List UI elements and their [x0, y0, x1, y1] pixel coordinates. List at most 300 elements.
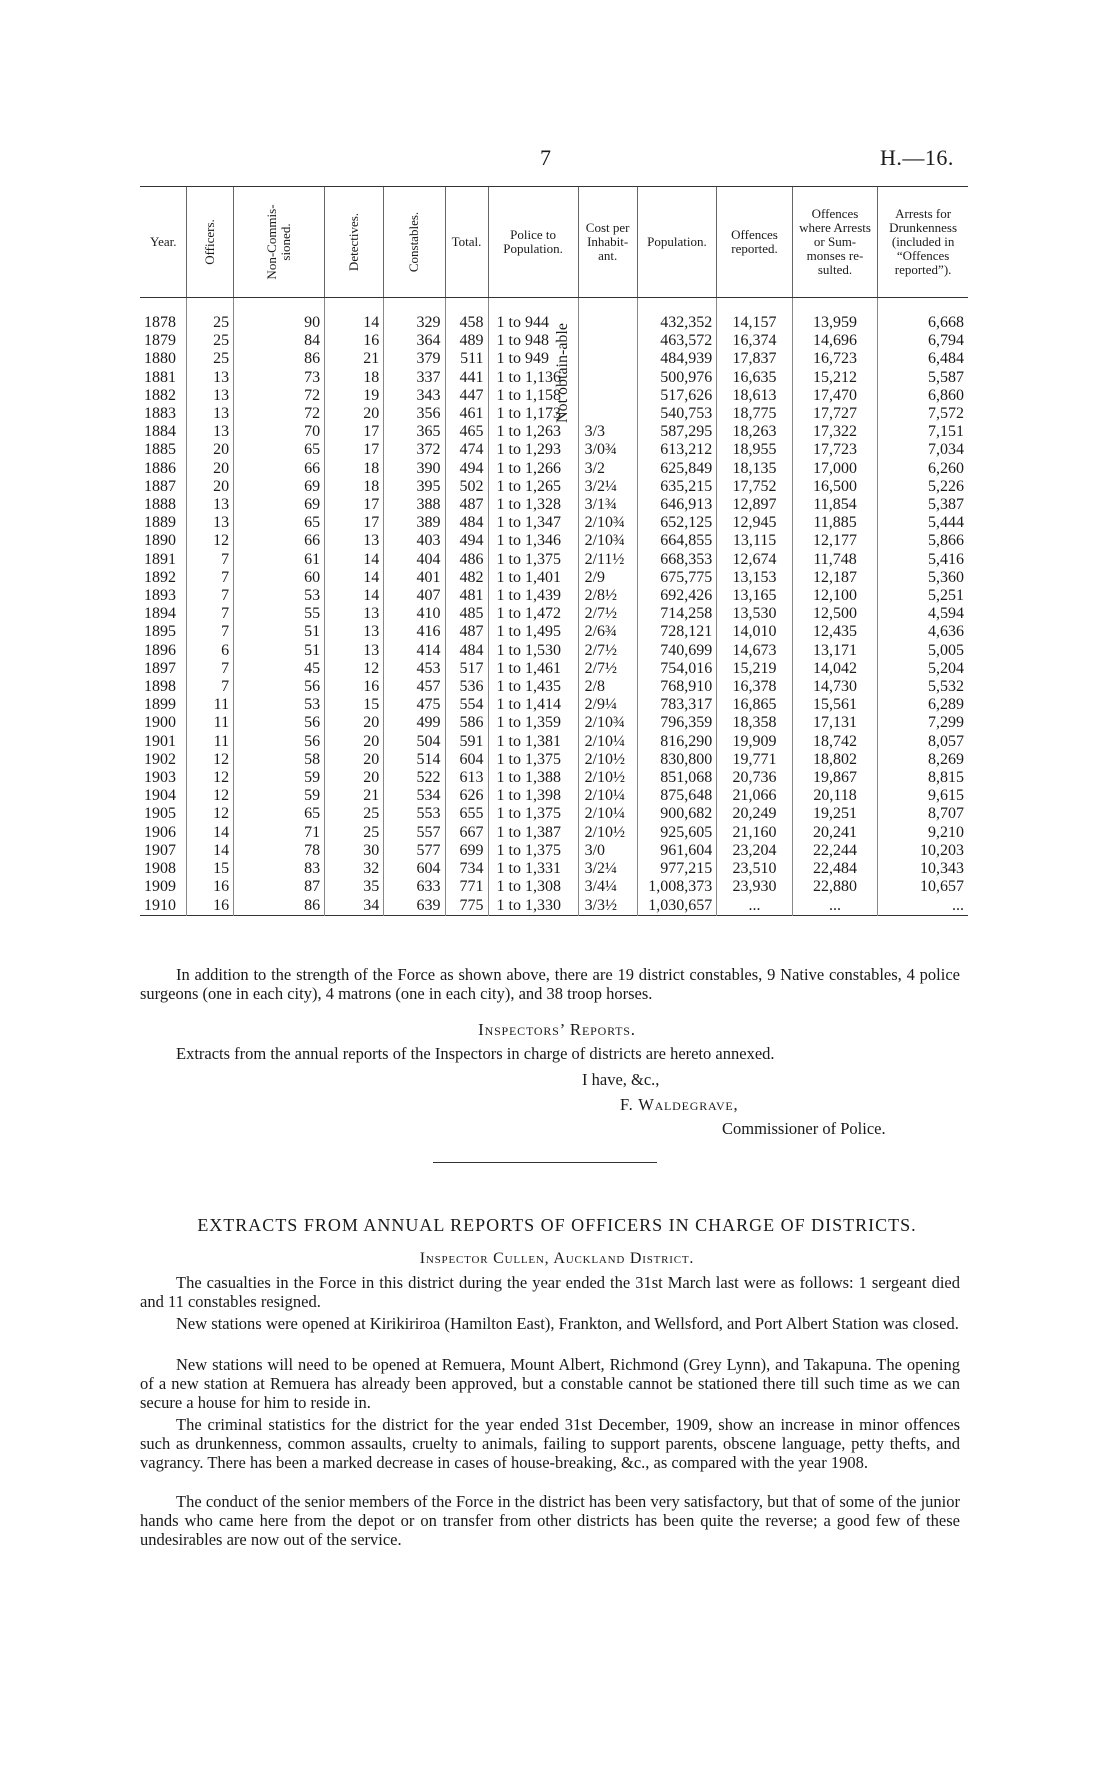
table-cell: 557 — [384, 824, 445, 842]
table-cell: 668,353 — [637, 551, 716, 569]
table-cell: 1894 — [144, 605, 176, 623]
table-cell: 1 to 1,398 — [488, 787, 578, 805]
table-cell: 18,802 — [792, 751, 877, 769]
table-cell: 61 — [234, 551, 325, 569]
table-cell — [578, 332, 637, 350]
table-cell: 21,066 — [717, 787, 793, 805]
table-cell: 783,317 — [637, 696, 716, 714]
table-cell: 1903 — [144, 769, 176, 787]
table-cell: 3/0 — [578, 842, 637, 860]
table-cell: 604 — [384, 860, 445, 878]
table-cell: 72 — [234, 387, 325, 405]
table-row — [140, 696, 968, 714]
table-cell: 66 — [234, 460, 325, 478]
table-cell: ... — [717, 897, 793, 916]
table-cell: 25 — [187, 298, 234, 333]
table-cell: 1884 — [144, 423, 176, 441]
table-cell: 3/2 — [578, 460, 637, 478]
table-cell: 625,849 — [637, 460, 716, 478]
table-cell: 1 to 1,331 — [488, 860, 578, 878]
table-cell: 22,484 — [792, 860, 877, 878]
table-cell: 410 — [384, 605, 445, 623]
table-cell: 1881 — [144, 368, 176, 386]
table-cell: 16 — [187, 897, 234, 916]
table-cell: 23,204 — [717, 842, 793, 860]
table-cell: 1 to 1,263 — [488, 423, 578, 441]
table-cell: 1 to 1,414 — [488, 696, 578, 714]
table-cell: 13 — [325, 642, 384, 660]
table-cell: 365 — [384, 423, 445, 441]
table-cell: 71 — [234, 824, 325, 842]
table-cell: 461 — [445, 405, 488, 423]
table-cell: 35 — [325, 878, 384, 896]
table-cell — [578, 387, 637, 405]
table-cell: 65 — [234, 514, 325, 532]
table-cell: 13,959 — [792, 298, 877, 333]
table-cell: 13 — [187, 514, 234, 532]
table-cell: 86 — [234, 897, 325, 916]
extracts-subtitle: Inspector Cullen, Auckland District. — [419, 1250, 695, 1267]
table-cell: 1 to 944 — [488, 298, 578, 333]
table-cell: 55 — [234, 605, 325, 623]
table-cell: 1892 — [144, 568, 176, 586]
table-cell: 372 — [384, 441, 445, 459]
table-cell: 652,125 — [637, 514, 716, 532]
table-cell: 12 — [187, 805, 234, 823]
table-cell: 5,532 — [878, 678, 968, 696]
table-cell: 17,131 — [792, 714, 877, 732]
table-cell: 56 — [234, 678, 325, 696]
table-cell: 2/7½ — [578, 660, 637, 678]
table-cell: 7 — [187, 569, 234, 587]
table-row — [140, 751, 968, 769]
table-cell: 586 — [445, 714, 488, 732]
table-cell: 6,860 — [878, 387, 968, 405]
table-cell: 5,444 — [878, 514, 968, 532]
table-cell: 775 — [445, 897, 488, 916]
table-cell: 447 — [445, 387, 488, 405]
table-cell: 17,000 — [792, 460, 877, 478]
table-cell: 17,727 — [792, 405, 877, 423]
table-cell — [578, 405, 637, 423]
table-cell: 3/3½ — [578, 897, 637, 916]
table-cell: 2/6¾ — [578, 623, 637, 641]
table-cell: 2/10½ — [578, 751, 637, 769]
table-cell: 485 — [445, 605, 488, 623]
table-cell: 6,289 — [878, 696, 968, 714]
table-cell: 25 — [325, 805, 384, 823]
table-cell: 59 — [234, 787, 325, 805]
table-cell: 1886 — [144, 459, 176, 477]
table-cell: 18,135 — [717, 460, 793, 478]
table-cell: 487 — [445, 623, 488, 641]
table-cell: 1882 — [144, 386, 176, 404]
table-cell: 2/10¼ — [578, 805, 637, 823]
table-header-row — [140, 187, 968, 298]
table-cell: 8,057 — [878, 733, 968, 751]
table-cell: 1893 — [144, 587, 176, 605]
table-cell: 20 — [325, 405, 384, 423]
table-cell: 59 — [234, 769, 325, 787]
table-cell: 1 to 1,158 — [488, 387, 578, 405]
col-cost: Cost per Inhabit-ant. — [578, 187, 637, 298]
table-cell: 514 — [384, 751, 445, 769]
table-cell: 19,909 — [717, 733, 793, 751]
table-cell: 15,212 — [792, 369, 877, 387]
table-row — [140, 587, 968, 605]
table-cell: 432,352 — [637, 298, 716, 333]
table-cell: 4,594 — [878, 605, 968, 623]
table-cell: 15,219 — [717, 660, 793, 678]
table-cell: 16,723 — [792, 350, 877, 368]
table-cell: 7,034 — [878, 441, 968, 459]
table-cell: 51 — [234, 623, 325, 641]
table-cell: 2/8½ — [578, 587, 637, 605]
table-cell: 1,008,373 — [637, 878, 716, 896]
table-cell: 404 — [384, 551, 445, 569]
table-cell: 7 — [187, 660, 234, 678]
table-cell: 1908 — [144, 860, 176, 878]
table-cell: 1 to 1,435 — [488, 678, 578, 696]
table-cell: 20 — [325, 751, 384, 769]
table-cell: 540,753 — [637, 405, 716, 423]
table-cell: 388 — [384, 496, 445, 514]
table-cell: 463,572 — [637, 332, 716, 350]
table-cell: 728,121 — [637, 623, 716, 641]
table-cell: 403 — [384, 532, 445, 550]
table-cell: 768,910 — [637, 678, 716, 696]
table-cell: 13 — [187, 496, 234, 514]
table-cell: 12,177 — [792, 532, 877, 550]
table-cell: 487 — [445, 496, 488, 514]
table-row — [140, 623, 968, 641]
table-cell: 504 — [384, 733, 445, 751]
table-cell: 453 — [384, 660, 445, 678]
table-row — [140, 551, 968, 569]
table-cell: 536 — [445, 678, 488, 696]
table-row — [140, 514, 968, 532]
table-cell: 12,674 — [717, 551, 793, 569]
table-cell: 675,775 — [637, 569, 716, 587]
table-cell: 1 to 949 — [488, 350, 578, 368]
table-cell: 5,360 — [878, 569, 968, 587]
table-cell: 18,613 — [717, 387, 793, 405]
table-cell: 8,707 — [878, 805, 968, 823]
table-cell: 16,374 — [717, 332, 793, 350]
extracts-title: EXTRACTS FROM ANNUAL REPORTS OF OFFICERS IN CHARGE OF DISTRICTS. — [197, 1215, 917, 1235]
signature-title: Commissioner of Police. — [722, 1119, 886, 1138]
table-cell: 502 — [445, 478, 488, 496]
table-cell: 1889 — [144, 514, 176, 532]
table-cell: 3/4¼ — [578, 878, 637, 896]
table-cell: 2/8 — [578, 678, 637, 696]
table-cell: 7 — [187, 605, 234, 623]
table-cell: 13 — [325, 623, 384, 641]
table-cell: 14,157 — [717, 298, 793, 333]
table-cell: 10,203 — [878, 842, 968, 860]
table-cell: 2/10¼ — [578, 787, 637, 805]
table-cell: 12 — [325, 660, 384, 678]
table-cell: 2/10¾ — [578, 514, 637, 532]
table-cell: 2/7½ — [578, 605, 637, 623]
table-cell: 6 — [187, 642, 234, 660]
table-cell: 14 — [187, 824, 234, 842]
table-cell: 3/1¾ — [578, 496, 637, 514]
col-offences: Offences reported. — [717, 187, 793, 298]
table-row — [140, 660, 968, 678]
table-cell: 18,263 — [717, 423, 793, 441]
table-cell: 553 — [384, 805, 445, 823]
table-cell: 2/10¾ — [578, 714, 637, 732]
table-cell: 20,118 — [792, 787, 877, 805]
table-cell: 18,358 — [717, 714, 793, 732]
table-cell: 500,976 — [637, 369, 716, 387]
table-cell: 474 — [445, 441, 488, 459]
table-cell: 3/2¼ — [578, 478, 637, 496]
table-cell: 692,426 — [637, 587, 716, 605]
table-cell: 494 — [445, 460, 488, 478]
table-cell: 12,187 — [792, 569, 877, 587]
table-cell: 1897 — [144, 659, 176, 677]
table-cell: 22,880 — [792, 878, 877, 896]
table-cell: 633 — [384, 878, 445, 896]
table-cell: 12 — [187, 532, 234, 550]
table-cell: 25 — [187, 332, 234, 350]
table-cell: 484 — [445, 642, 488, 660]
table-cell: 2/10¼ — [578, 733, 637, 751]
table-cell: 11 — [187, 696, 234, 714]
inspectors-reports-title: Inspectors’ Reports. — [478, 1020, 636, 1039]
extract-paragraph-1: The casualties in the Force in this district during the year ended the 31st March last were as follows: 1 sergeant died and 11 constables resigned. — [140, 1273, 960, 1311]
table-cell: 5,387 — [878, 496, 968, 514]
table-cell: 481 — [445, 587, 488, 605]
table-cell: 66 — [234, 532, 325, 550]
table-cell: 517 — [445, 660, 488, 678]
table-cell: 13,530 — [717, 605, 793, 623]
table-cell: 977,215 — [637, 860, 716, 878]
table-cell: 14,730 — [792, 678, 877, 696]
table-cell: 1891 — [144, 550, 176, 568]
table-cell: 72 — [234, 405, 325, 423]
signature-name: F. Waldegrave, — [620, 1095, 739, 1114]
table-cell: 22,244 — [792, 842, 877, 860]
table-cell: 20 — [187, 478, 234, 496]
table-cell: 1 to 1,375 — [488, 805, 578, 823]
table-cell: 15 — [325, 696, 384, 714]
table-row — [140, 496, 968, 514]
table-cell: 925,605 — [637, 824, 716, 842]
table-cell: 65 — [234, 441, 325, 459]
col-drunkenness: Arrests for Drunkenness (included in “Offences reported”). — [878, 187, 968, 298]
table-cell: 484,939 — [637, 350, 716, 368]
table-cell: 489 — [445, 332, 488, 350]
table-cell: 21 — [325, 350, 384, 368]
table-cell: 646,913 — [637, 496, 716, 514]
table-cell: 13,115 — [717, 532, 793, 550]
table-cell: 14 — [325, 569, 384, 587]
table-cell: 20,736 — [717, 769, 793, 787]
table-cell: 17,723 — [792, 441, 877, 459]
table-cell: 70 — [234, 423, 325, 441]
table-cell: 13,171 — [792, 642, 877, 660]
table-cell: 416 — [384, 623, 445, 641]
table-row — [140, 714, 968, 732]
table-cell — [578, 350, 637, 368]
table-cell: 21 — [325, 787, 384, 805]
table-cell: 2/7½ — [578, 642, 637, 660]
table-cell — [578, 298, 637, 333]
table-cell: 796,359 — [637, 714, 716, 732]
table-cell: 18,955 — [717, 441, 793, 459]
table-cell: 12 — [187, 751, 234, 769]
table-cell: 613,212 — [637, 441, 716, 459]
table-cell: 4,636 — [878, 623, 968, 641]
table-cell: 1 to 1,401 — [488, 569, 578, 587]
table-cell: 7,151 — [878, 423, 968, 441]
table-cell: 699 — [445, 842, 488, 860]
table-cell: 20,249 — [717, 805, 793, 823]
table-cell: 1887 — [144, 477, 176, 495]
table-cell: 12,945 — [717, 514, 793, 532]
table-cell: 1 to 1,265 — [488, 478, 578, 496]
table-cell: 1 to 1,330 — [488, 897, 578, 916]
table-cell: 20,241 — [792, 824, 877, 842]
table-cell: 1904 — [144, 787, 176, 805]
table-cell: 1,030,657 — [637, 897, 716, 916]
table-cell: 14,696 — [792, 332, 877, 350]
table-cell: 13 — [187, 423, 234, 441]
table-cell: 56 — [234, 733, 325, 751]
table-cell: 395 — [384, 478, 445, 496]
section-divider — [433, 1162, 657, 1163]
table-cell: 17,470 — [792, 387, 877, 405]
not-obtainable-note: Not obtain-able — [554, 323, 571, 423]
table-cell — [578, 369, 637, 387]
table-cell: 87 — [234, 878, 325, 896]
table-cell: 20 — [187, 460, 234, 478]
table-cell: 5,226 — [878, 478, 968, 496]
table-cell: 11,748 — [792, 551, 877, 569]
table-cell: 18 — [325, 369, 384, 387]
table-row — [140, 824, 968, 842]
table-cell: 1888 — [144, 496, 176, 514]
document-reference: H.—16. — [880, 145, 954, 170]
table-cell: 25 — [325, 824, 384, 842]
table-cell: 343 — [384, 387, 445, 405]
table-cell: 475 — [384, 696, 445, 714]
table-cell: 1885 — [144, 441, 176, 459]
table-row — [140, 860, 968, 878]
table-cell: 5,866 — [878, 532, 968, 550]
table-cell: 17 — [325, 496, 384, 514]
table-cell: 517,626 — [637, 387, 716, 405]
extract-paragraph-5: The conduct of the senior members of the Force in the district has been very satisfactory, but that of some of the junior hands who came here from the depot or on transfer from other districts has been quite the reverse; a good few of these undesirables are now out of the service. — [140, 1492, 960, 1549]
table-cell: 19,867 — [792, 769, 877, 787]
table-cell: 21,160 — [717, 824, 793, 842]
table-cell: 17,322 — [792, 423, 877, 441]
table-cell: 639 — [384, 897, 445, 916]
table-cell: 577 — [384, 842, 445, 860]
table-cell: 16,378 — [717, 678, 793, 696]
table-cell: 84 — [234, 332, 325, 350]
table-cell: 389 — [384, 514, 445, 532]
table-cell: 20 — [325, 733, 384, 751]
col-population: Population. — [637, 187, 716, 298]
table-cell: 23,510 — [717, 860, 793, 878]
table-cell: 45 — [234, 660, 325, 678]
table-cell: 9,210 — [878, 824, 968, 842]
table-cell: 830,800 — [637, 751, 716, 769]
table-cell: 86 — [234, 350, 325, 368]
table-cell: 13,165 — [717, 587, 793, 605]
table-cell: 390 — [384, 460, 445, 478]
table-cell: 1 to 1,375 — [488, 551, 578, 569]
table-cell: 20 — [325, 714, 384, 732]
table-cell: 7 — [187, 587, 234, 605]
table-cell: 12,100 — [792, 587, 877, 605]
table-cell: 587,295 — [637, 423, 716, 441]
table-cell: 522 — [384, 769, 445, 787]
table-cell: 494 — [445, 532, 488, 550]
table-cell: 626 — [445, 787, 488, 805]
table-cell: 401 — [384, 569, 445, 587]
table-cell: ... — [792, 897, 877, 916]
table-cell: 1880 — [144, 350, 176, 368]
table-cell: 1899 — [144, 696, 176, 714]
table-row — [140, 787, 968, 805]
col-officers: Officers. — [187, 187, 234, 298]
extract-paragraph-2: New stations were opened at Kirikiriroa (Hamilton East), Frankton, and Wellsford, and Port Albert Station was closed. — [176, 1314, 959, 1333]
table-cell: 1905 — [144, 805, 176, 823]
table-row — [140, 897, 968, 916]
table-cell: 2/11½ — [578, 551, 637, 569]
page-number: 7 — [540, 145, 551, 170]
table-cell: 1 to 1,293 — [488, 441, 578, 459]
table-cell: 1 to 1,387 — [488, 824, 578, 842]
table-cell: 17 — [325, 441, 384, 459]
table-cell: 1898 — [144, 678, 176, 696]
table-cell: 329 — [384, 298, 445, 333]
table-cell: 1 to 1,461 — [488, 660, 578, 678]
table-cell: 1902 — [144, 750, 176, 768]
table-cell: 90 — [234, 298, 325, 333]
table-cell: 1901 — [144, 732, 176, 750]
table-cell: 1 to 1,328 — [488, 496, 578, 514]
table-cell: 14 — [325, 551, 384, 569]
table-cell: 1906 — [144, 823, 176, 841]
col-year: Year. — [140, 187, 187, 298]
table-cell: 8,269 — [878, 751, 968, 769]
col-constables: Constables. — [384, 187, 445, 298]
table-cell: 11,885 — [792, 514, 877, 532]
table-cell: 12,435 — [792, 623, 877, 641]
table-cell: 1 to 1,381 — [488, 733, 578, 751]
table-cell: 337 — [384, 369, 445, 387]
table-cell: 591 — [445, 733, 488, 751]
table-cell: 16,865 — [717, 696, 793, 714]
table-cell: 13 — [187, 405, 234, 423]
table-cell: 482 — [445, 569, 488, 587]
table-cell: 12 — [187, 787, 234, 805]
table-cell: 11 — [187, 714, 234, 732]
table-cell: 1 to 1,388 — [488, 769, 578, 787]
table-cell: 7,572 — [878, 405, 968, 423]
table-cell: 664,855 — [637, 532, 716, 550]
table-cell: 17 — [325, 423, 384, 441]
table-cell: 8,815 — [878, 769, 968, 787]
table-cell: 734 — [445, 860, 488, 878]
table-cell: 1 to 1,173 — [488, 405, 578, 423]
